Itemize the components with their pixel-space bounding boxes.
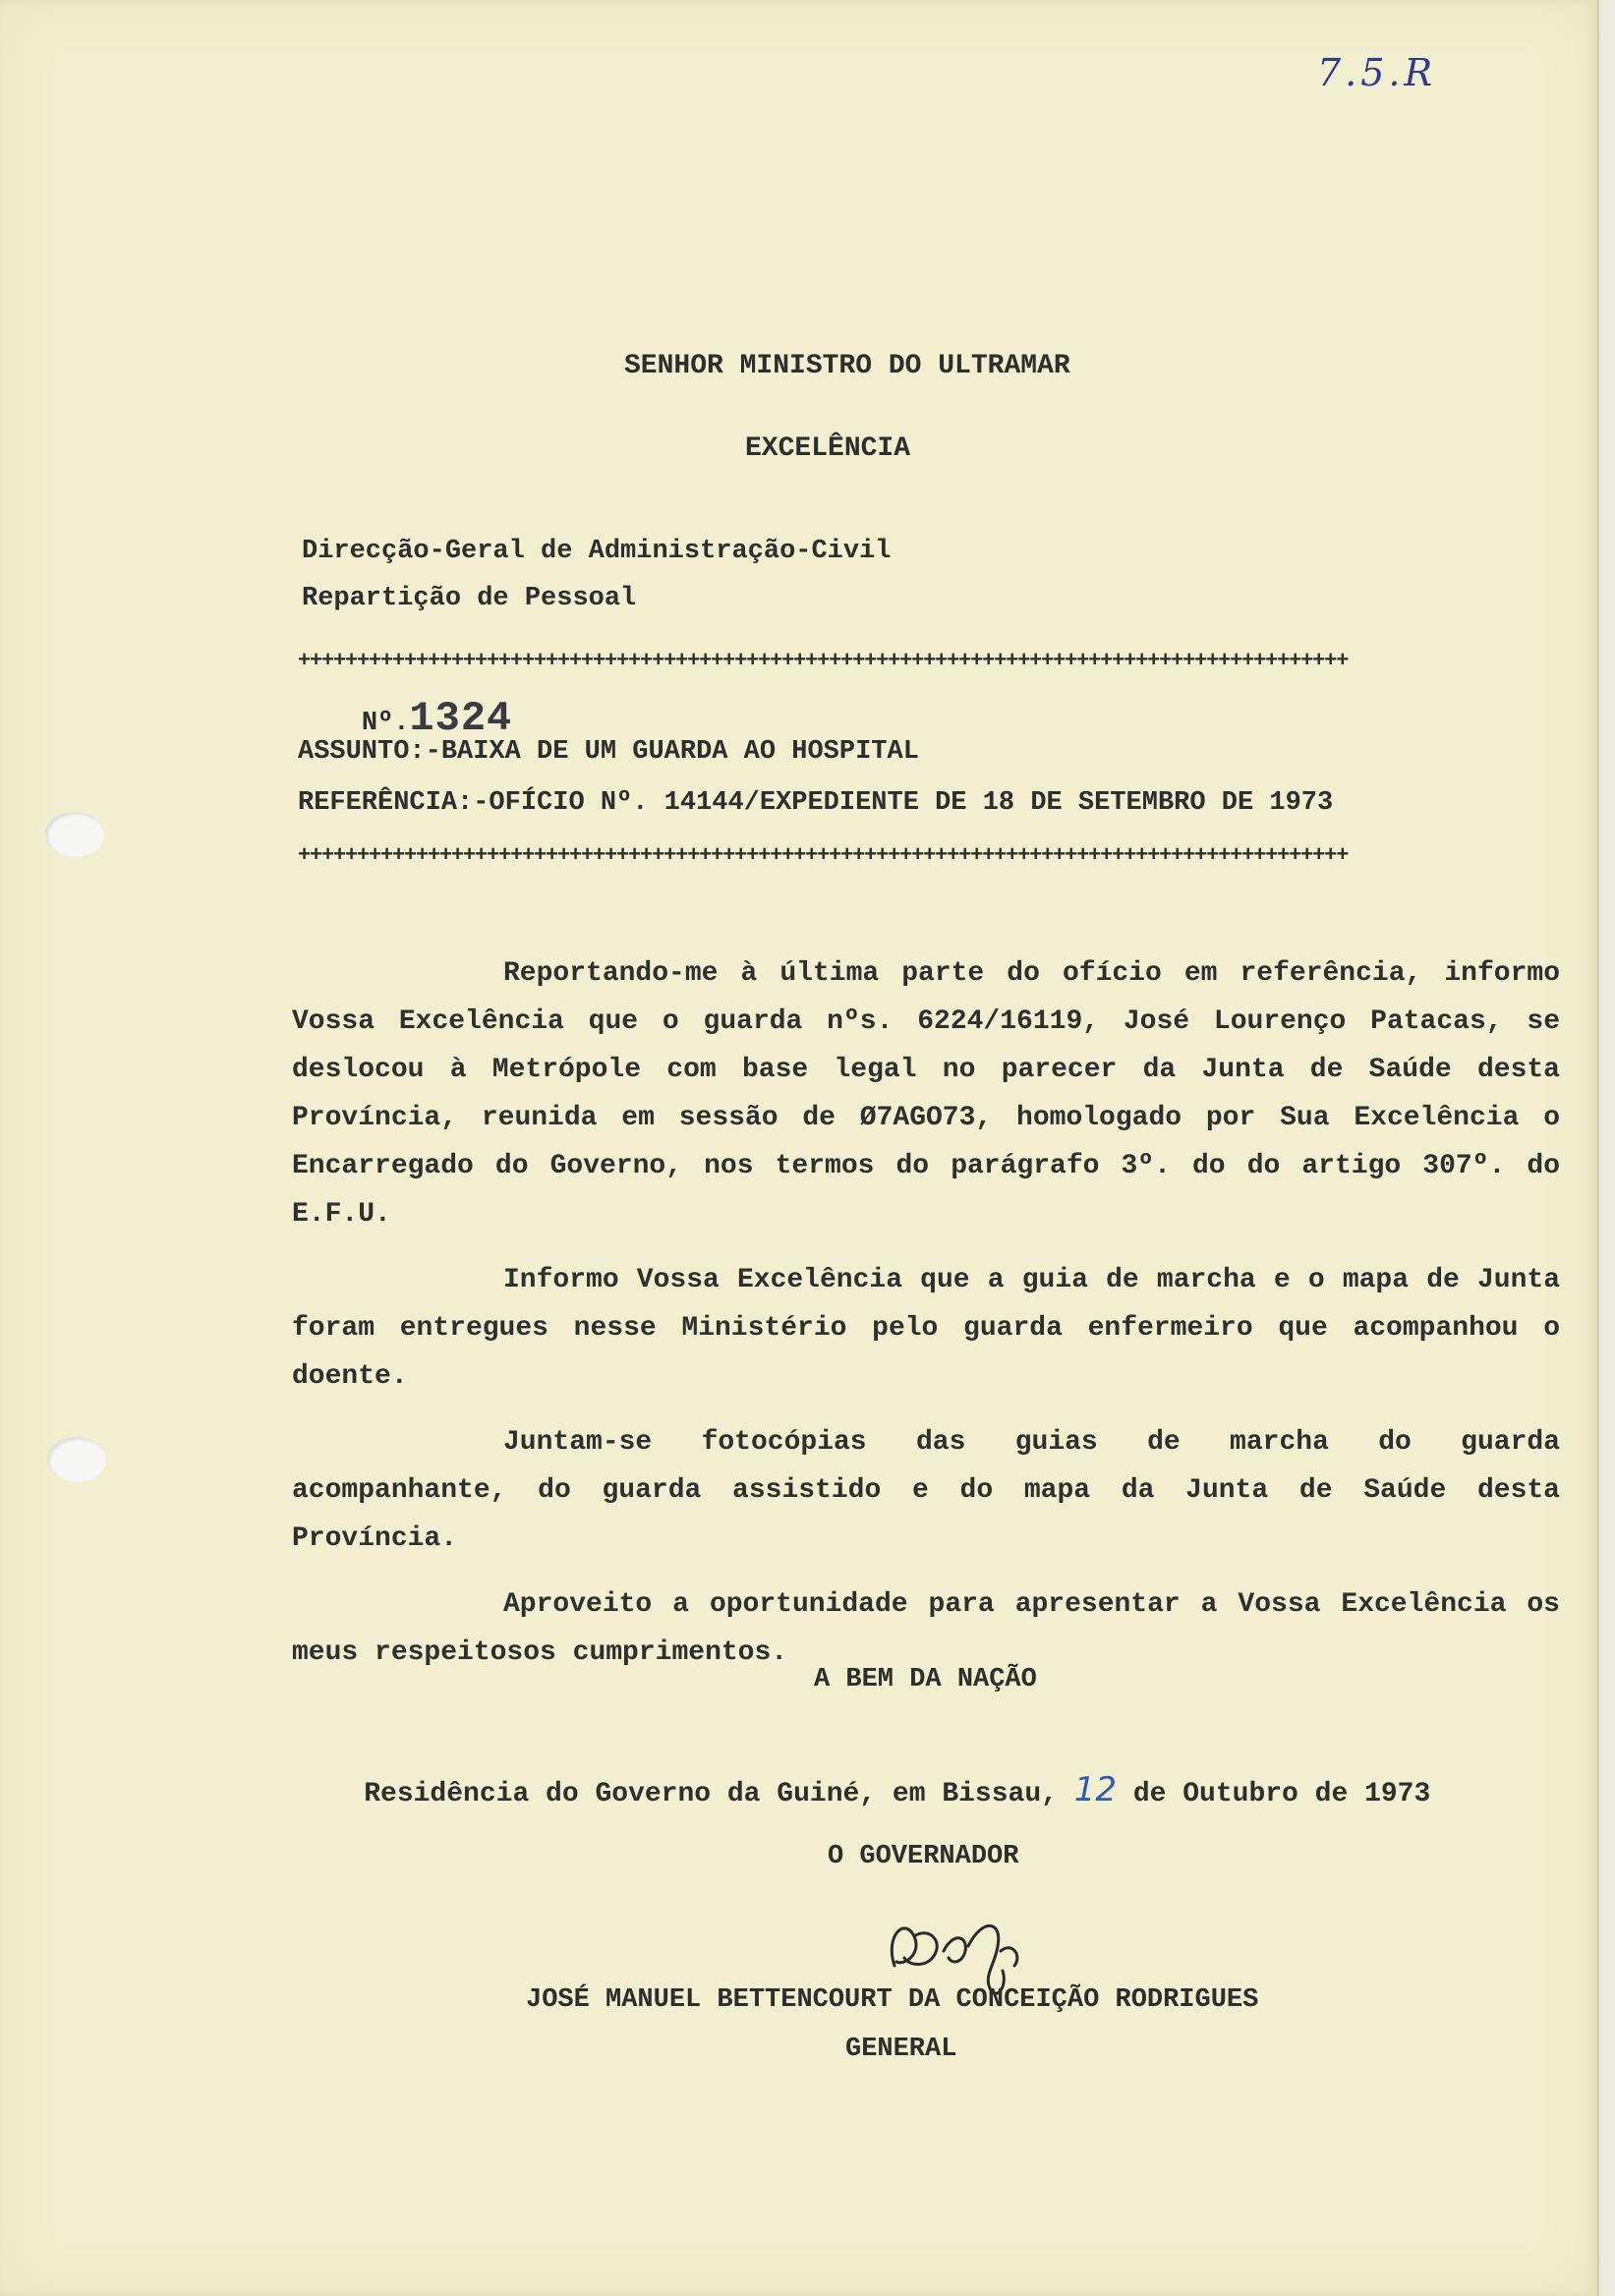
paragraph-1: Reportando-me à última parte do ofício em referência, informo Vossa Excelência que o guarda nºs. 6224/16119, José Lourenço Patacas, se deslocou à Metrópole com base legal no parecer da Junta de Saúde desta Província, reunida em sessão de Ø7AGO73, homologado por Sua Excelência o Encarregado do Governo, nos termos do parágrafo 3º. do do artigo 307º. do E.F.U. <box>292 958 1560 1230</box>
reference-line: REFERÊNCIA:-OFÍCIO Nº. 14144/EXPEDIENTE DE 18 DE SETEMBRO DE 1973 <box>298 788 1334 818</box>
subject-line: ASSUNTO:-BAIXA DE UM GUARDA AO HOSPITAL <box>298 737 919 767</box>
handwritten-annotation: 7.5.R <box>1317 51 1437 94</box>
salutation-heading: EXCELÊNCIA <box>745 433 911 464</box>
department-line-1: Direcção-Geral de Administração-Civil <box>302 537 892 566</box>
separator-top: +++++++++++++++++++++++++++++++++++++++++++++++++++++++++++++++++++++++++++++++++++++++++ <box>298 649 1349 673</box>
date-day-handwritten: 12 <box>1073 1770 1118 1809</box>
closing-formula: A BEM DA NAÇÃO <box>814 1665 1037 1694</box>
paragraph-4: Aproveito a oportunidade para apresentar a Vossa Excelência os meus respeitosos cumprimentos. <box>292 1589 1560 1668</box>
separator-bottom: +++++++++++++++++++++++++++++++++++++++++++++++++++++++++++++++++++++++++++++++++++++++++ <box>298 843 1349 868</box>
place-date-before: Residência do Governo da Guiné, em Bissau, <box>364 1779 1058 1809</box>
signatory-name: JOSÉ MANUEL BETTENCOURT DA CONCEIÇÃO RODRIGUES <box>526 1985 1259 2015</box>
paragraph-2: Informo Vossa Excelência que a guia de marcha e o mapa de Junta foram entregues nesse Ministério pelo guarda enfermeiro que acompanhou o doente. <box>292 1265 1560 1392</box>
signatory-rank: GENERAL <box>845 2035 957 2064</box>
signatory-title: O GOVERNADOR <box>828 1842 1019 1871</box>
department-line-2: Repartição de Pessoal <box>302 584 637 613</box>
punch-hole-top <box>45 812 104 857</box>
place-and-date <box>298 1740 1430 1845</box>
number-prefix: Nº. <box>361 709 410 738</box>
addressee-heading: SENHOR MINISTRO DO ULTRAMAR <box>624 351 1070 381</box>
place-date-after: de Outubro de 1973 <box>1132 1779 1431 1809</box>
punch-hole-bottom <box>47 1437 106 1482</box>
number-value: 1324 <box>409 695 513 742</box>
letter-body <box>292 949 1560 1694</box>
paragraph-3: Juntam-se fotocópias das guias de marcha do guarda acompanhante, do guarda assistido e do mapa da Junta de Saúde desta Província. <box>292 1427 1560 1554</box>
